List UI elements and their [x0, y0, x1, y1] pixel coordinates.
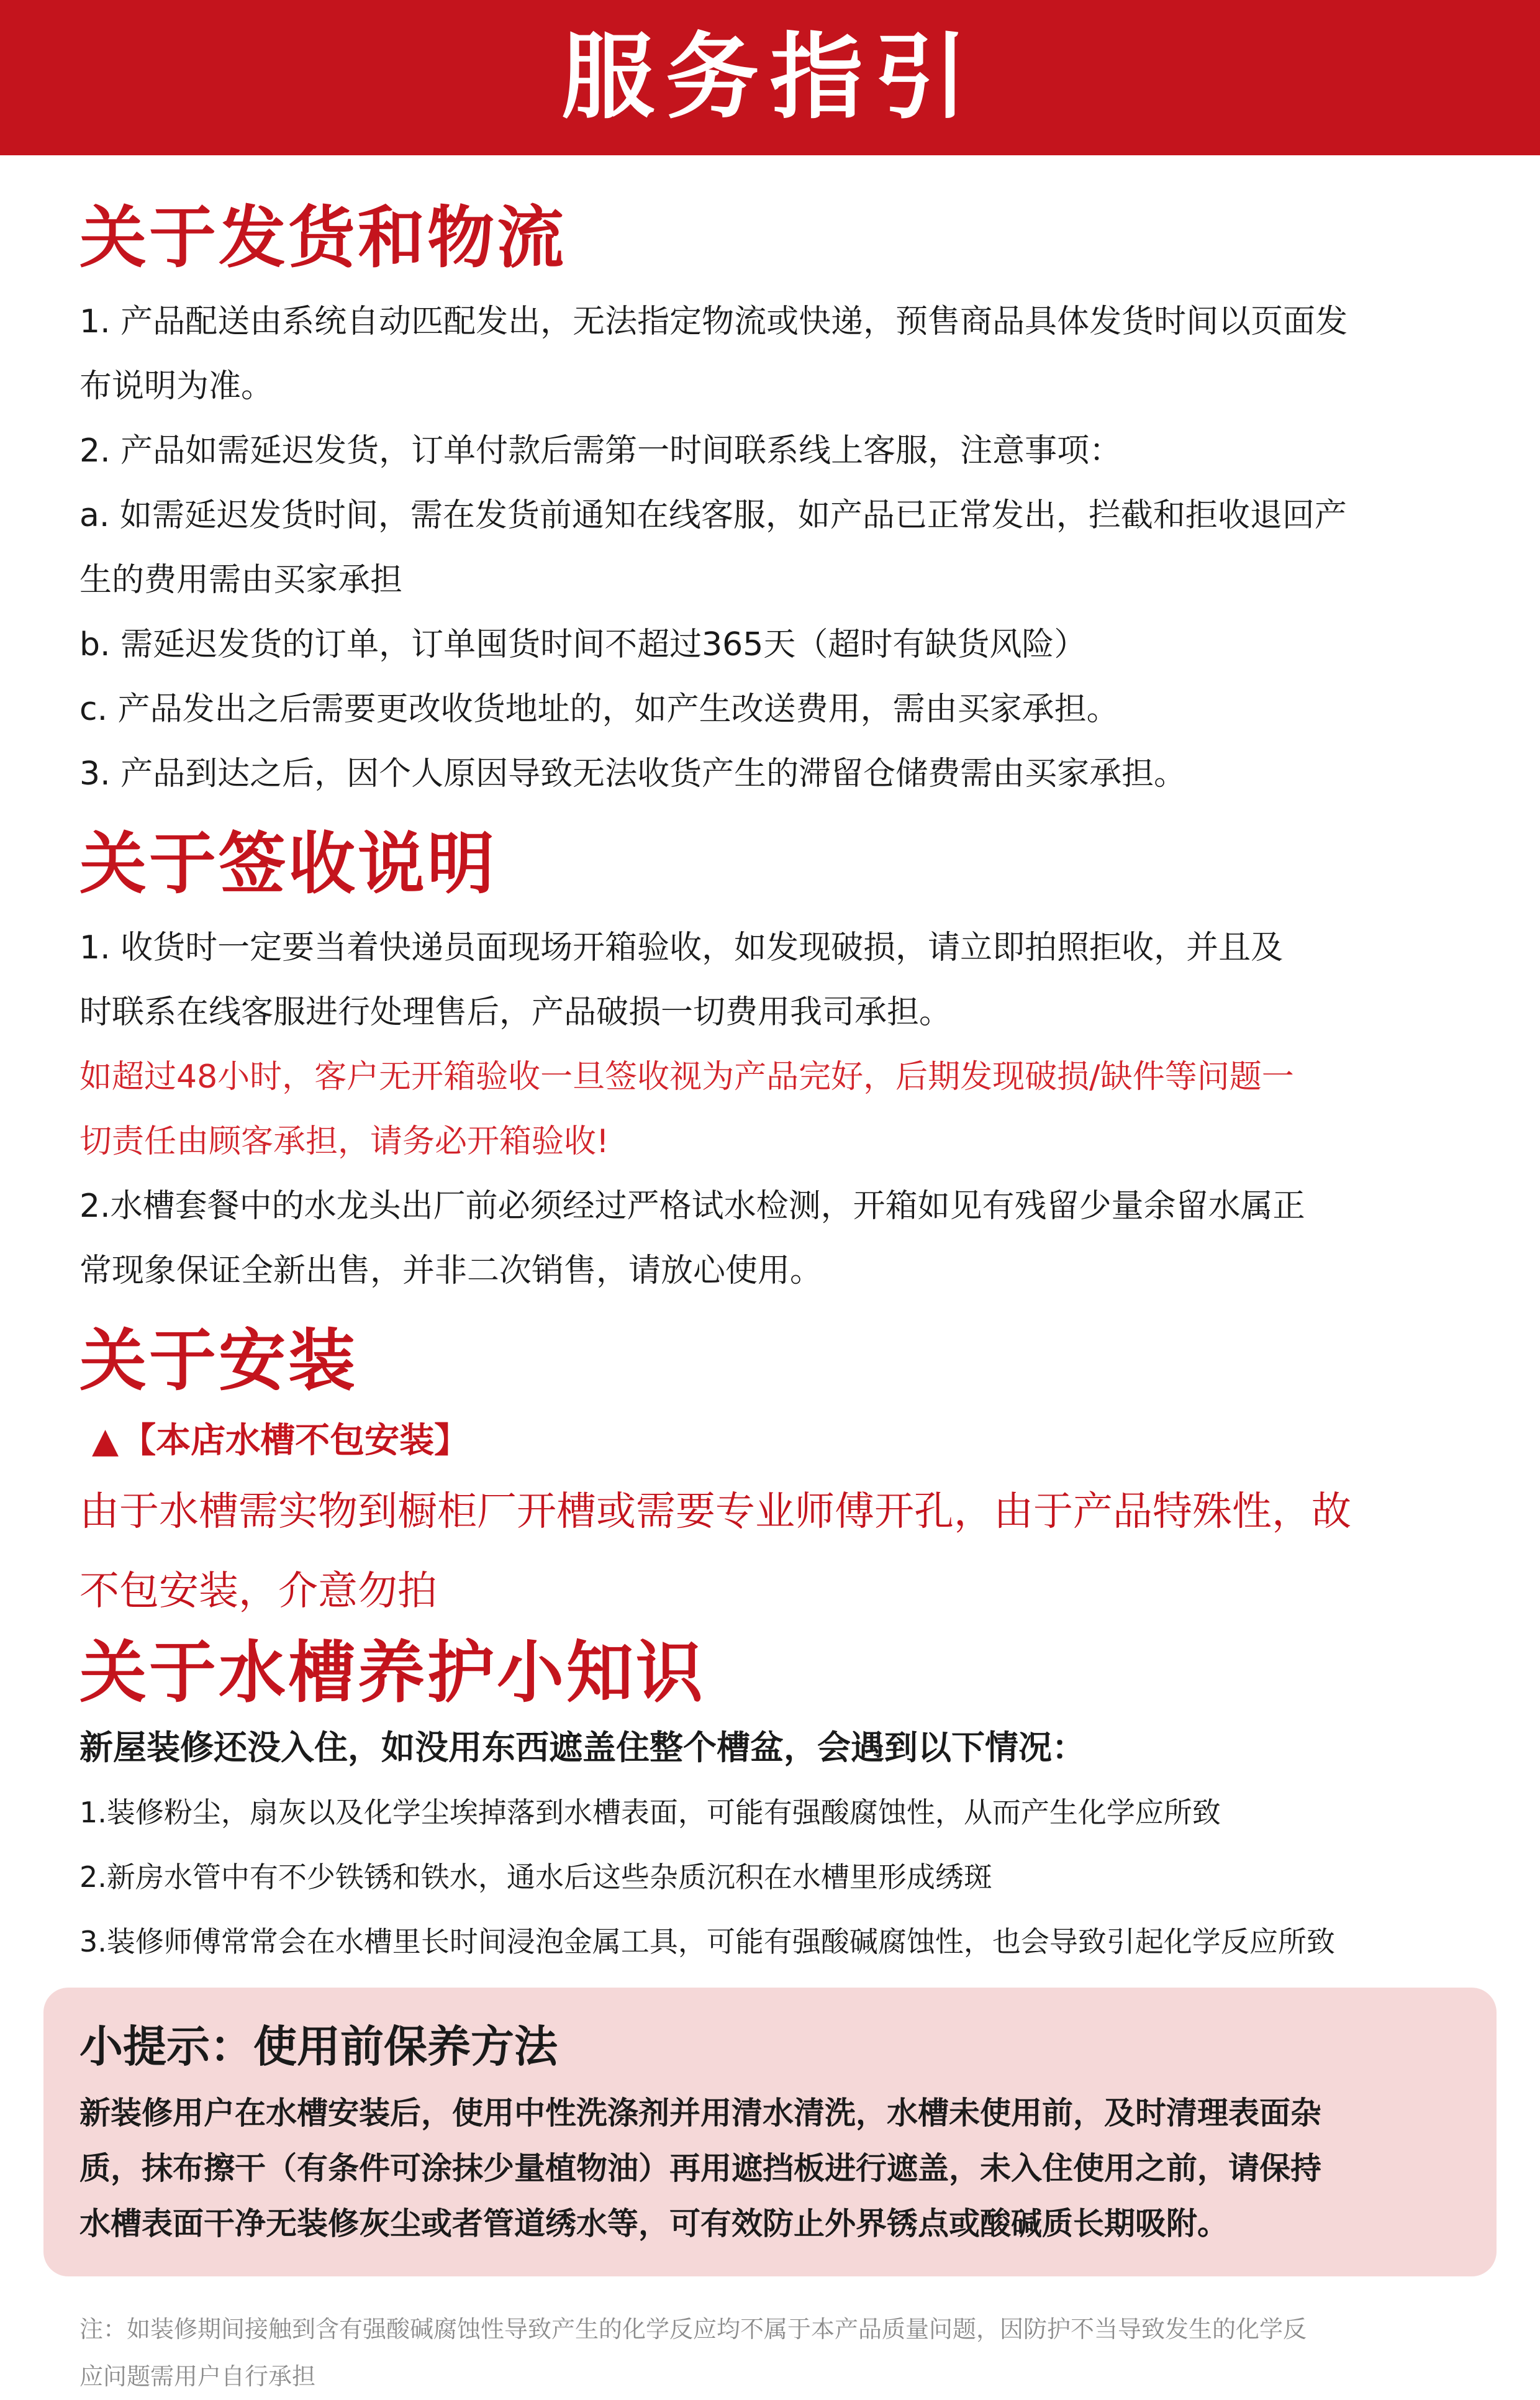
- section-title-shipping: 关于发货和物流: [79, 199, 567, 277]
- shipping-line: 生的费用需由买家承担: [79, 561, 403, 599]
- care-item: 1.装修粉尘，扇灰以及化学尘埃掉落到水槽表面，可能有强酸腐蚀性，从而产生化学应所致: [79, 1796, 1221, 1829]
- footnote: [79, 2306, 1470, 2400]
- install-text: 由于水槽需实物到橱柜厂开槽或需要专业师傅开孔，由于产品特殊性，故: [79, 1489, 1351, 1535]
- receipt-line: 1. 收货时一定要当着快递员面现场开箱验收，如发现破损，请立即拍照拒收，并且及: [79, 929, 1284, 966]
- tip-content: [79, 2021, 1464, 2252]
- care-item: 3.装修师傅常常会在水槽里长时间浸泡金属工具，可能有强酸碱腐蚀性，也会导致引起化学反应所致: [79, 1925, 1335, 1958]
- receipt-line: 常现象保证全新出售，并非二次销售，请放心使用。: [79, 1252, 823, 1289]
- shipping-list: [79, 289, 1470, 806]
- section-title-receipt: 关于签收说明: [79, 825, 497, 903]
- tip-line: 质，抹布擦干（有条件可涂抹少量植物油）再用遮挡板进行遮盖，未入住使用之前，请保持: [79, 2150, 1321, 2186]
- page-title: 服务指引: [561, 24, 979, 132]
- warning-triangle-icon: ▲: [92, 1420, 119, 1461]
- receipt-warning: 如超过48小时，客户无开箱验收一旦签收视为产品完好，后期发现破损/缺件等问题一: [79, 1058, 1294, 1096]
- receipt-text: [79, 916, 1470, 1303]
- tip-box: [43, 1988, 1497, 2276]
- install-text: 不包安装，介意勿拍: [79, 1568, 437, 1614]
- care-intro: 新屋装修还没入住，如没用东西遮盖住整个槽盆，会遇到以下情况：: [79, 1728, 1085, 1767]
- footnote-line: 应问题需用户自行承担: [79, 2363, 316, 2390]
- receipt-warning: 切责任由顾客承担，请务必开箱验收!: [79, 1123, 609, 1160]
- tip-line: 新装修用户在水槽安装后，使用中性洗涤剂并用清水清洗，水槽未使用前，及时清理表面杂: [79, 2095, 1321, 2131]
- section-title-install: 关于安装: [79, 1322, 358, 1400]
- shipping-line: 2. 产品如需延迟发货，订单付款后需第一时间联系线上客服，注意事项：: [79, 432, 1122, 470]
- install-notice-text: 【本店水槽不包安装】: [121, 1420, 469, 1461]
- tip-line: 水槽表面干净无装修灰尘或者管道绣水等，可有效防止外界锈点或酸碱质长期吸附。: [79, 2206, 1228, 2242]
- receipt-line: 2.水槽套餐中的水龙头出厂前必须经过严格试水检测，开箱如见有残留少量余留水属正: [79, 1188, 1305, 1225]
- shipping-line: a. 如需延迟发货时间，需在发货前通知在线客服，如产品已正常发出，拦截和拒收退回产: [79, 497, 1347, 534]
- care-item: 2.新房水管中有不少铁锈和铁水，通水后这些杂质沉积在水槽里形成绣斑: [79, 1860, 992, 1894]
- install-notice: [92, 1410, 1470, 1472]
- tip-title: 小提示：使用前保养方法: [79, 2021, 558, 2072]
- header-banner: [0, 0, 1540, 155]
- shipping-line: 1. 产品配送由系统自动匹配发出，无法指定物流或快递，预售商品具体发货时间以页面发: [79, 303, 1348, 340]
- shipping-line: b. 需延迟发货的订单，订单囤货时间不超过365天（超时有缺货风险）: [79, 626, 1087, 663]
- shipping-line: c. 产品发出之后需要更改收货地址的，如产生改送费用，需由买家承担。: [79, 691, 1119, 728]
- shipping-line: 布说明为准。: [79, 368, 274, 405]
- receipt-line: 时联系在线客服进行处理售后，产品破损一切费用我司承担。: [79, 994, 952, 1031]
- shipping-line: 3. 产品到达之后，因个人原因导致无法收货产生的滞留仓储费需由买家承担。: [79, 755, 1187, 793]
- footnote-line: 注：如装修期间接触到含有强酸碱腐蚀性导致产生的化学反应均不属于本产品质量问题，因防护不当导致发生的化学反: [79, 2316, 1307, 2343]
- section-title-care: 关于水槽养护小知识: [79, 1634, 706, 1712]
- main-content: [79, 199, 1470, 1974]
